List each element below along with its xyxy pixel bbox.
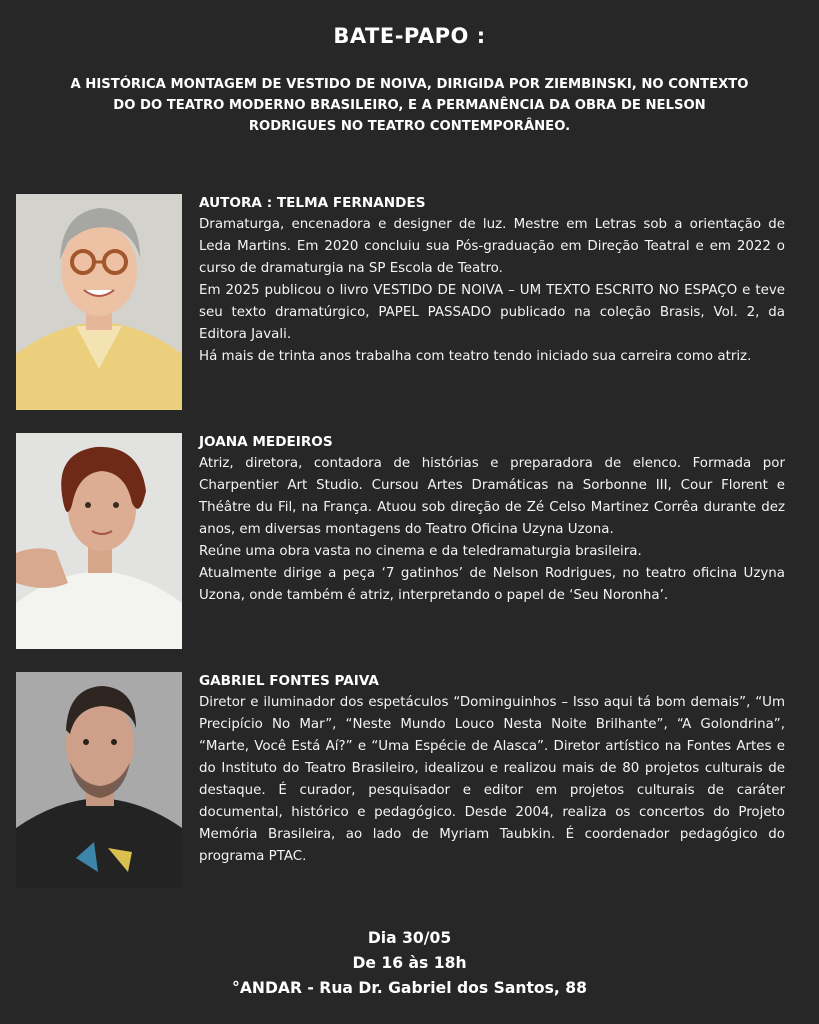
speaker-name: GABRIEL FONTES PAIVA xyxy=(199,673,379,689)
speaker-bio-telma-fernandes xyxy=(199,192,785,368)
speaker-photo-gabriel-fontes-paiva xyxy=(16,672,182,888)
speaker-bio-gabriel-fontes-paiva xyxy=(199,670,785,868)
event-info xyxy=(0,926,819,1001)
bio-paragraph: Atriz, diretora, contadora de histórias e preparadora de elenco. Formada por Charpentier Art Studio. Cursou Artes Dramáticas na Sorbonne III, Cour Florent e Théâtre du Fil, na França. Atuou sob direção de Zé Celso Martinez Corrêa durante dez anos, em diversas montagens do Teatro Oficina Uzyna Uzona. xyxy=(199,456,785,537)
speaker-photo-joana-medeiros xyxy=(16,433,182,649)
subtitle-line: A HISTÓRICA MONTAGEM DE VESTIDO DE NOIVA, DIRIGIDA POR ZIEMBINSKI, NO CONTEXTO xyxy=(70,77,749,92)
bio-paragraph: Diretor e iluminador dos espetáculos “Dominguinhos – Isso aqui tá bom demais”, “Um Precipício No Mar”, “Neste Mundo Louco Nesta Noite Brilhante”, “A Golondrina”, “Marte, Você Está Aí?” e “Uma Espécie de Alasca”. Diretor artístico na Fontes Artes e do Instituto do Teatro Brasileiro, idealizou e realizou mais de 80 projetos culturais de destaque. É curador, pesquisador e editor em projetos culturais de caráter documental, histórico e pedagógico. Desde 2004, realiza os concertos do Projeto Memória Brasileira, ao lado de Myriam Taubkin. É coordenador pedagógico do programa PTAC. xyxy=(199,695,785,864)
event-date: Dia 30/05 xyxy=(367,929,452,947)
event-location: °ANDAR - Rua Dr. Gabriel dos Santos, 88 xyxy=(232,979,587,997)
subtitle-line: RODRIGUES NO TEATRO CONTEMPORÂNEO. xyxy=(248,119,571,134)
speaker-name: JOANA MEDEIROS xyxy=(199,434,333,450)
subtitle-line: DO DO TEATRO MODERNO BRASILEIRO, E A PERMANÊNCIA DA OBRA DE NELSON xyxy=(113,98,706,113)
speaker-photo-telma-fernandes xyxy=(16,194,182,410)
event-subtitle xyxy=(40,74,779,137)
speaker-name: AUTORA : TELMA FERNANDES xyxy=(199,195,426,211)
bio-paragraph: Atualmente dirige a peça ‘7 gatinhos’ de Nelson Rodrigues, no teatro oficina Uzyna Uzona, onde também é atriz, interpretando o papel de ‘Seu Noronha’. xyxy=(199,566,785,603)
speaker-bio-joana-medeiros xyxy=(199,431,785,607)
page-title: BATE-PAPO : xyxy=(333,24,486,48)
bio-paragraph: Dramaturga, encenadora e designer de luz. Mestre em Letras sob a orientação de Leda Martins. Em 2020 concluiu sua Pós-graduação em Direção Teatral e em 2022 o curso de dramaturgia na SP Escola de Teatro. xyxy=(199,217,785,276)
bio-paragraph: Em 2025 publicou o livro VESTIDO DE NOIVA – UM TEXTO ESCRITO NO ESPAÇO e teve seu texto dramatúrgico, PAPEL PASSADO publicado na coleção Brasis, Vol. 2, da Editora Javali. xyxy=(199,283,785,342)
bio-paragraph: Há mais de trinta anos trabalha com teatro tendo iniciado sua carreira como atriz. xyxy=(199,349,752,364)
bio-paragraph: Reúne uma obra vasta no cinema e da teledramaturgia brasileira. xyxy=(199,544,642,559)
event-time: De 16 às 18h xyxy=(352,954,467,972)
